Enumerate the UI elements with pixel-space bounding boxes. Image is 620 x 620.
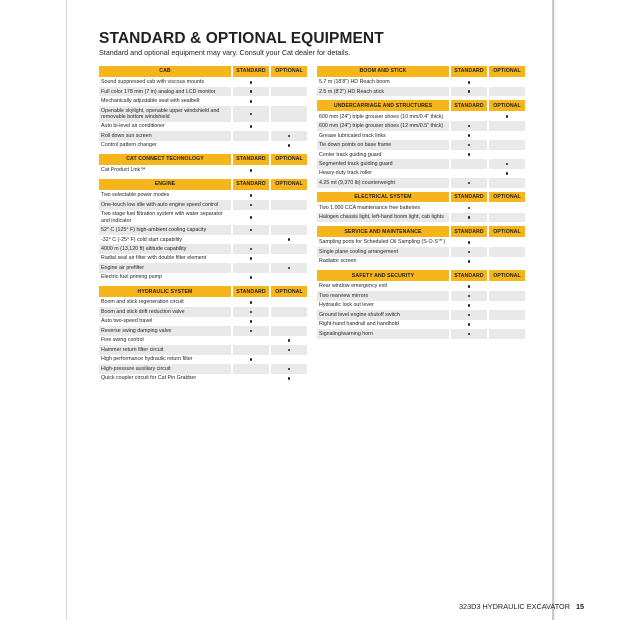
- standard-column-header: STANDARD: [451, 100, 487, 111]
- equipment-row: [317, 282, 525, 291]
- equipment-row: [317, 159, 525, 168]
- optional-column-header: OPTIONAL: [271, 286, 307, 297]
- optional-cell: [271, 326, 307, 335]
- category-header: SERVICE AND MAINTENANCE: [317, 226, 449, 237]
- equipment-label: Reverse swing damping valve: [99, 326, 231, 335]
- equipment-row: [99, 273, 307, 282]
- bullet-icon: [250, 257, 253, 260]
- bullet-icon: [250, 125, 253, 128]
- bullet-icon: [250, 194, 253, 197]
- equipment-row: [317, 238, 525, 247]
- equipment-label: One-touch low idle with auto engine speed control: [99, 200, 231, 209]
- standard-cell: [233, 78, 269, 87]
- bullet-icon: [250, 276, 253, 279]
- page-title: STANDARD & OPTIONAL EQUIPMENT: [99, 30, 384, 47]
- standard-cell: [451, 140, 487, 149]
- equipment-row: [99, 96, 307, 105]
- optional-cell: [271, 225, 307, 234]
- bullet-icon: [468, 125, 471, 128]
- equipment-label: 600 mm (24") triple grouser shoes (10 mm/0.4" thick): [319, 113, 444, 120]
- bullet-icon: [468, 260, 471, 263]
- equipment-label: Engine air prefilter: [99, 263, 231, 272]
- bullet-icon: [250, 90, 253, 93]
- bullet-icon: [288, 377, 291, 380]
- equipment-row: [99, 235, 307, 244]
- equipment-label: Sound suppressed cab with viscous mounts: [101, 79, 205, 86]
- group-header: [317, 270, 525, 281]
- group-header: [317, 226, 525, 237]
- standard-cell: [451, 87, 487, 96]
- optional-cell: [271, 298, 307, 307]
- standard-cell: [233, 122, 269, 131]
- category-header: UNDERCARRIAGE AND STRUCTURES: [317, 100, 449, 111]
- optional-cell: [271, 336, 307, 345]
- equipment-label: Cat Product Link™: [101, 167, 146, 174]
- group-header: [99, 179, 307, 190]
- optional-cell: [489, 238, 525, 247]
- spec-page: [66, 0, 585, 620]
- equipment-label: 2.5 m (8'2") HD Reach stick: [317, 87, 449, 96]
- bullet-icon: [250, 100, 253, 103]
- bullet-icon: [468, 314, 471, 317]
- standard-cell: [451, 329, 487, 338]
- equipment-row: [317, 112, 525, 121]
- standard-cell: [233, 263, 269, 272]
- bullet-icon: [288, 144, 291, 147]
- standard-cell: [451, 121, 487, 130]
- standard-column-header: STANDARD: [451, 192, 487, 203]
- optional-cell: [489, 169, 525, 178]
- bullet-icon: [288, 368, 291, 371]
- optional-cell: [271, 355, 307, 364]
- optional-cell: [489, 121, 525, 130]
- bullet-icon: [506, 172, 509, 175]
- standard-cell: [451, 257, 487, 266]
- equipment-row: [317, 121, 525, 130]
- equipment-row: [99, 87, 307, 96]
- equipment-label: Sampling ports for Scheduled Oil Sampling (S·O·S℠): [319, 239, 446, 246]
- group-header: [317, 192, 525, 203]
- standard-cell: [233, 364, 269, 373]
- standard-cell: [233, 298, 269, 307]
- optional-cell: [271, 235, 307, 244]
- equipment-label: Heavy-duty track roller: [319, 170, 372, 177]
- equipment-group-cat-connect-technology: [99, 154, 307, 175]
- standard-cell: [233, 225, 269, 234]
- equipment-row: [99, 131, 307, 140]
- equipment-label: Fine swing control: [101, 337, 144, 344]
- category-header: CAT CONNECT TECHNOLOGY: [99, 154, 231, 165]
- equipment-row: [99, 244, 307, 253]
- standard-cell: [451, 282, 487, 291]
- optional-cell: [271, 374, 307, 383]
- optional-cell: [489, 112, 525, 121]
- optional-column-header: OPTIONAL: [489, 270, 525, 281]
- bullet-icon: [468, 90, 471, 93]
- bullet-icon: [288, 238, 291, 241]
- equipment-label: Boom and stick regeneration circuit: [101, 299, 184, 306]
- equipment-label: Radiator screen: [319, 258, 357, 265]
- bullet-icon: [468, 333, 471, 336]
- footer-model-label: 323D3 HYDRAULIC EXCAVATOR: [459, 602, 570, 611]
- optional-cell: [271, 166, 307, 175]
- bullet-icon: [250, 358, 253, 361]
- equipment-label: 4000 m (13,120 ft) altitude capability: [99, 244, 231, 253]
- equipment-group-safety-and-security: [317, 270, 525, 338]
- optional-cell: [489, 291, 525, 300]
- optional-cell: [489, 140, 525, 149]
- bullet-icon: [468, 144, 471, 147]
- standard-cell: [233, 131, 269, 140]
- optional-cell: [489, 310, 525, 319]
- standard-cell: [233, 200, 269, 209]
- bullet-icon: [468, 251, 471, 254]
- optional-cell: [489, 150, 525, 159]
- optional-cell: [271, 345, 307, 354]
- equipment-row: [99, 345, 307, 354]
- standard-cell: [233, 345, 269, 354]
- equipment-label: 5.7 m (18'8") HD Reach boom: [319, 79, 390, 86]
- standard-cell: [451, 213, 487, 222]
- optional-cell: [271, 200, 307, 209]
- standard-cell: [451, 320, 487, 329]
- equipment-row: [99, 141, 307, 150]
- standard-column-header: STANDARD: [233, 66, 269, 77]
- group-header: [317, 100, 525, 111]
- equipment-label: Signaling/warning horn: [317, 329, 449, 338]
- category-header: SAFETY AND SECURITY: [317, 270, 449, 281]
- equipment-label: Grease lubricated track links: [319, 132, 386, 139]
- standard-cell: [233, 326, 269, 335]
- standard-cell: [233, 87, 269, 96]
- equipment-row: [317, 301, 525, 310]
- optional-column-header: OPTIONAL: [489, 226, 525, 237]
- optional-column-header: OPTIONAL: [489, 100, 525, 111]
- optional-cell: [271, 122, 307, 131]
- standard-cell: [233, 273, 269, 282]
- equipment-row: [317, 320, 525, 329]
- equipment-row: [99, 298, 307, 307]
- equipment-label: Auto two-speed travel: [101, 318, 153, 325]
- equipment-row: [317, 178, 525, 187]
- equipment-label: 4.25 mt (9,370 lb) counterweight: [317, 178, 449, 187]
- standard-cell: [233, 141, 269, 150]
- equipment-label: High-pressure auxiliary circuit: [99, 364, 231, 373]
- equipment-label: High performance hydraulic return filter: [101, 356, 193, 363]
- equipment-label: Mechanically adjustable seat with seatbelt: [101, 98, 200, 105]
- optional-cell: [271, 96, 307, 105]
- standard-cell: [233, 244, 269, 253]
- category-header: HYDRAULIC SYSTEM: [99, 286, 231, 297]
- equipment-row: [99, 263, 307, 272]
- equipment-row: [317, 78, 525, 87]
- equipment-label: Right-hand handrail and handhold: [319, 321, 399, 328]
- equipment-row: [99, 336, 307, 345]
- bullet-icon: [250, 229, 253, 232]
- optional-cell: [489, 159, 525, 168]
- equipment-label: -32° C (-25° F) cold start capability: [101, 236, 183, 243]
- bullet-icon: [250, 81, 253, 84]
- bullet-icon: [506, 163, 509, 166]
- standard-cell: [233, 96, 269, 105]
- equipment-label: Rear window emergency exit: [319, 283, 388, 290]
- optional-cell: [489, 213, 525, 222]
- footer-page-number: 15: [575, 602, 585, 611]
- optional-cell: [271, 87, 307, 96]
- standard-cell: [233, 317, 269, 326]
- equipment-row: [99, 254, 307, 263]
- equipment-group-cab: [99, 66, 307, 150]
- optional-column-header: OPTIONAL: [271, 66, 307, 77]
- category-header: ENGINE: [99, 179, 231, 190]
- equipment-label: Hydraulic lock out lever: [319, 302, 374, 309]
- bullet-icon: [250, 330, 253, 333]
- equipment-row: [99, 200, 307, 209]
- equipment-row: [99, 326, 307, 335]
- standard-column-header: STANDARD: [233, 179, 269, 190]
- standard-column-header: STANDARD: [233, 154, 269, 165]
- bullet-icon: [250, 248, 253, 251]
- optional-cell: [271, 254, 307, 263]
- left-equipment-column: [99, 66, 307, 387]
- equipment-label: Center track guiding guard: [319, 151, 382, 158]
- optional-cell: [271, 317, 307, 326]
- bullet-icon: [468, 241, 471, 244]
- optional-cell: [271, 210, 307, 226]
- bullet-icon: [468, 285, 471, 288]
- equipment-label: Hammer return filter circuit: [99, 345, 231, 354]
- standard-cell: [451, 169, 487, 178]
- equipment-row: [317, 213, 525, 222]
- category-header: ELECTRICAL SYSTEM: [317, 192, 449, 203]
- standard-cell: [233, 336, 269, 345]
- optional-column-header: OPTIONAL: [489, 66, 525, 77]
- equipment-row: [99, 307, 307, 316]
- equipment-row: [317, 329, 525, 338]
- equipment-row: [99, 210, 307, 226]
- optional-cell: [489, 257, 525, 266]
- optional-cell: [489, 301, 525, 310]
- equipment-row: [317, 203, 525, 212]
- equipment-row: [317, 140, 525, 149]
- equipment-row: [99, 191, 307, 200]
- equipment-group-service-and-maintenance: [317, 226, 525, 266]
- standard-cell: [233, 235, 269, 244]
- equipment-group-undercarriage-and-structures: [317, 100, 525, 187]
- bullet-icon: [506, 115, 509, 118]
- equipment-row: [317, 150, 525, 159]
- optional-cell: [489, 131, 525, 140]
- equipment-label: Two selectable power modes: [101, 192, 170, 199]
- equipment-label: 52° C (125° F) high-ambient cooling capacity: [99, 225, 231, 234]
- bullet-icon: [250, 320, 253, 323]
- standard-column-header: STANDARD: [451, 66, 487, 77]
- category-header: BOOM AND STICK: [317, 66, 449, 77]
- bullet-icon: [468, 304, 471, 307]
- standard-cell: [233, 166, 269, 175]
- bullet-icon: [468, 81, 471, 84]
- bullet-icon: [468, 134, 471, 137]
- equipment-label: Auto bi-level air conditioner: [101, 123, 165, 130]
- group-header: [99, 286, 307, 297]
- standard-cell: [451, 310, 487, 319]
- bullet-icon: [288, 349, 291, 352]
- optional-cell: [271, 244, 307, 253]
- optional-cell: [271, 364, 307, 373]
- standard-cell: [451, 159, 487, 168]
- optional-cell: [271, 191, 307, 200]
- category-header: CAB: [99, 66, 231, 77]
- equipment-row: [99, 78, 307, 87]
- standard-cell: [451, 238, 487, 247]
- bullet-icon: [468, 323, 471, 326]
- optional-cell: [271, 141, 307, 150]
- equipment-label: Two rearview mirrors: [317, 291, 449, 300]
- standard-cell: [451, 78, 487, 87]
- equipment-label: Radial seal air filter with double filter element: [101, 255, 207, 262]
- standard-cell: [451, 131, 487, 140]
- equipment-row: [99, 225, 307, 234]
- equipment-row: [99, 317, 307, 326]
- equipment-label: Two 1,000 CCA maintenance free batteries: [319, 204, 420, 211]
- group-header: [317, 66, 525, 77]
- optional-cell: [489, 178, 525, 187]
- optional-cell: [271, 273, 307, 282]
- optional-cell: [489, 320, 525, 329]
- group-header: [99, 66, 307, 77]
- standard-cell: [451, 247, 487, 256]
- standard-cell: [451, 112, 487, 121]
- equipment-label: Full color 178 mm (7 in) analog and LCD monitor: [99, 87, 231, 96]
- standard-cell: [451, 150, 487, 159]
- equipment-row: [317, 169, 525, 178]
- optional-cell: [489, 282, 525, 291]
- equipment-label: Segmented track guiding guard: [317, 159, 449, 168]
- right-equipment-column: [317, 66, 525, 343]
- equipment-group-hydraulic-system: [99, 286, 307, 383]
- bullet-icon: [250, 216, 253, 219]
- standard-cell: [233, 307, 269, 316]
- equipment-label: Roll down sun screen: [99, 131, 231, 140]
- bullet-icon: [250, 301, 253, 304]
- bullet-icon: [468, 153, 471, 156]
- standard-cell: [233, 106, 269, 122]
- equipment-label: Two stage fuel filtration system with water separator and indicator: [101, 211, 223, 224]
- group-header: [99, 154, 307, 165]
- standard-column-header: STANDARD: [233, 286, 269, 297]
- optional-column-header: OPTIONAL: [489, 192, 525, 203]
- equipment-label: Single plane cooling arrangement: [317, 247, 449, 256]
- equipment-label: Boom and stick drift reduction valve: [99, 307, 231, 316]
- optional-cell: [489, 78, 525, 87]
- bullet-icon: [468, 295, 471, 298]
- optional-cell: [271, 263, 307, 272]
- equipment-row: [99, 166, 307, 175]
- equipment-row: [99, 374, 307, 383]
- optional-cell: [489, 329, 525, 338]
- equipment-label: 600 mm (24") triple grouser shoes (12 mm/0.5" thick): [317, 121, 449, 130]
- bullet-icon: [468, 207, 471, 210]
- optional-cell: [271, 106, 307, 122]
- equipment-label: Openable skylight, openable upper windshield and removable bottom windshield: [99, 106, 231, 122]
- standard-cell: [233, 355, 269, 364]
- bullet-icon: [250, 169, 253, 172]
- equipment-label: Control pattern changer: [101, 142, 157, 149]
- optional-cell: [489, 87, 525, 96]
- equipment-label: Quick coupler circuit for Cat Pin Grabber: [101, 375, 197, 382]
- standard-cell: [233, 210, 269, 226]
- equipment-row: [317, 87, 525, 96]
- equipment-group-engine: [99, 179, 307, 282]
- equipment-row: [99, 364, 307, 373]
- optional-column-header: OPTIONAL: [271, 154, 307, 165]
- equipment-group-boom-and-stick: [317, 66, 525, 96]
- bullet-icon: [250, 311, 253, 314]
- bullet-icon: [288, 339, 291, 342]
- page-subtitle: Standard and optional equipment may vary. Consult your Cat dealer for details.: [99, 48, 351, 57]
- page-footer: [459, 602, 584, 611]
- optional-cell: [271, 307, 307, 316]
- equipment-row: [317, 257, 525, 266]
- standard-cell: [451, 291, 487, 300]
- bullet-icon: [250, 204, 253, 207]
- standard-column-header: STANDARD: [451, 226, 487, 237]
- standard-cell: [233, 254, 269, 263]
- standard-cell: [451, 301, 487, 310]
- standard-cell: [451, 178, 487, 187]
- bullet-icon: [288, 267, 291, 270]
- equipment-row: [99, 106, 307, 122]
- bullet-icon: [288, 135, 291, 138]
- optional-cell: [271, 131, 307, 140]
- standard-cell: [233, 374, 269, 383]
- equipment-row: [317, 247, 525, 256]
- equipment-label: Halogen chassis light, left-hand boom light, cab lights: [317, 213, 449, 222]
- standard-cell: [233, 191, 269, 200]
- optional-cell: [489, 203, 525, 212]
- optional-cell: [271, 78, 307, 87]
- equipment-row: [317, 310, 525, 319]
- equipment-row: [317, 291, 525, 300]
- equipment-label: Electric fuel priming pump: [101, 274, 162, 281]
- equipment-row: [99, 122, 307, 131]
- optional-column-header: OPTIONAL: [271, 179, 307, 190]
- equipment-label: Ground level engine shutoff switch: [317, 310, 449, 319]
- equipment-row: [99, 355, 307, 364]
- standard-cell: [451, 203, 487, 212]
- equipment-group-electrical-system: [317, 192, 525, 222]
- bullet-icon: [468, 182, 471, 185]
- bullet-icon: [468, 216, 471, 219]
- optional-cell: [489, 247, 525, 256]
- equipment-label: Tie down points on base frame: [317, 140, 449, 149]
- bullet-icon: [250, 113, 253, 116]
- standard-column-header: STANDARD: [451, 270, 487, 281]
- equipment-row: [317, 131, 525, 140]
